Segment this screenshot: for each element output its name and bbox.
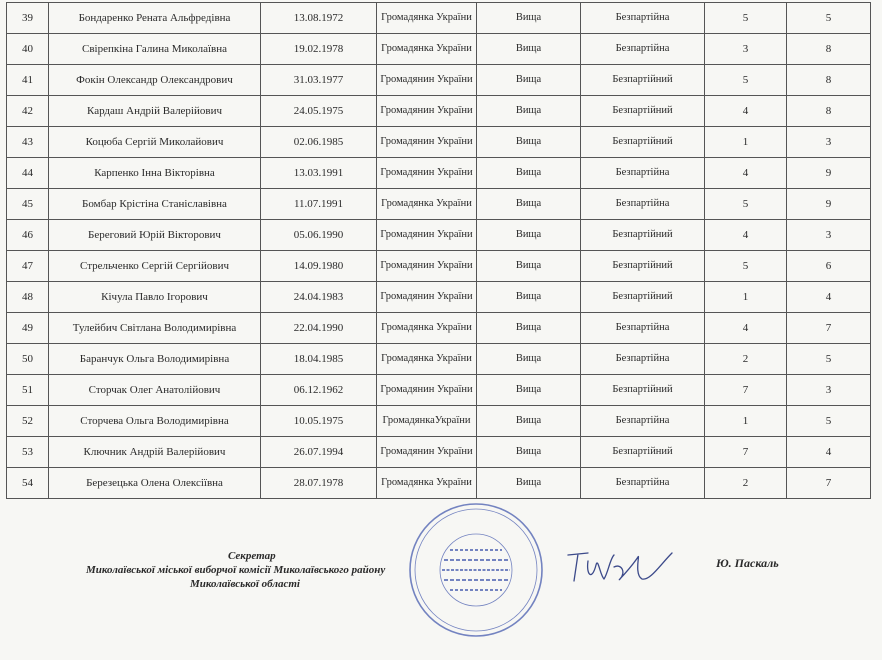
citizenship-cell: Громадянин України xyxy=(377,158,477,189)
candidates-table-body xyxy=(7,3,871,499)
candidate-name-cell: Карпенко Інна Вікторівна xyxy=(49,158,261,189)
table-row xyxy=(7,406,871,437)
party-affiliation-cell: Безпартійний xyxy=(581,220,705,251)
birth-date-cell: 28.07.1978 xyxy=(261,468,377,499)
birth-date-cell: 24.05.1975 xyxy=(261,96,377,127)
number-col-1-cell: 7 xyxy=(705,375,787,406)
citizenship-cell: Громадянка України xyxy=(377,344,477,375)
number-col-2-cell: 9 xyxy=(787,189,871,220)
citizenship-cell: Громадянин України xyxy=(377,282,477,313)
row-number-cell: 48 xyxy=(7,282,49,313)
row-number-cell: 39 xyxy=(7,3,49,34)
candidate-name-cell: Сторчак Олег Анатолійович xyxy=(49,375,261,406)
birth-date-cell: 31.03.1977 xyxy=(261,65,377,96)
candidate-name-cell: Бондаренко Рената Альфредівна xyxy=(49,3,261,34)
candidates-table xyxy=(6,2,871,499)
number-col-2-cell: 5 xyxy=(787,406,871,437)
table-row xyxy=(7,158,871,189)
citizenship-cell: Громадянин України xyxy=(377,127,477,158)
education-cell: Вища xyxy=(477,3,581,34)
number-col-1-cell: 2 xyxy=(705,468,787,499)
row-number-cell: 42 xyxy=(7,96,49,127)
commission-name: Миколаївської міської виборчої комісії Миколаївського району xyxy=(86,564,386,576)
education-cell: Вища xyxy=(477,65,581,96)
number-col-2-cell: 7 xyxy=(787,468,871,499)
row-number-cell: 44 xyxy=(7,158,49,189)
citizenship-cell: Громадянка України xyxy=(377,3,477,34)
table-row xyxy=(7,375,871,406)
number-col-2-cell: 9 xyxy=(787,158,871,189)
row-number-cell: 49 xyxy=(7,313,49,344)
table-row xyxy=(7,313,871,344)
candidate-name-cell: Кардаш Андрій Валерійович xyxy=(49,96,261,127)
education-cell: Вища xyxy=(477,96,581,127)
education-cell: Вища xyxy=(477,437,581,468)
party-affiliation-cell: Безпартійна xyxy=(581,34,705,65)
party-affiliation-cell: Безпартійний xyxy=(581,375,705,406)
table-row xyxy=(7,34,871,65)
number-col-1-cell: 5 xyxy=(705,65,787,96)
table-row xyxy=(7,189,871,220)
education-cell: Вища xyxy=(477,375,581,406)
handwritten-signature xyxy=(564,545,679,590)
number-col-1-cell: 4 xyxy=(705,96,787,127)
party-affiliation-cell: Безпартійна xyxy=(581,158,705,189)
number-col-1-cell: 5 xyxy=(705,3,787,34)
table-row xyxy=(7,437,871,468)
row-number-cell: 40 xyxy=(7,34,49,65)
birth-date-cell: 02.06.1985 xyxy=(261,127,377,158)
citizenship-cell: Громадянин України xyxy=(377,220,477,251)
education-cell: Вища xyxy=(477,251,581,282)
table-row xyxy=(7,282,871,313)
candidate-name-cell: Кічула Павло Ігорович xyxy=(49,282,261,313)
number-col-2-cell: 5 xyxy=(787,344,871,375)
candidate-name-cell: Ключник Андрій Валерійович xyxy=(49,437,261,468)
candidate-name-cell: Коцюба Сергій Миколайович xyxy=(49,127,261,158)
birth-date-cell: 22.04.1990 xyxy=(261,313,377,344)
birth-date-cell: 13.03.1991 xyxy=(261,158,377,189)
citizenship-cell: Громадянка України xyxy=(377,468,477,499)
birth-date-cell: 26.07.1994 xyxy=(261,437,377,468)
number-col-2-cell: 4 xyxy=(787,282,871,313)
number-col-1-cell: 1 xyxy=(705,406,787,437)
education-cell: Вища xyxy=(477,220,581,251)
party-affiliation-cell: Безпартійна xyxy=(581,189,705,220)
candidate-name-cell: Бомбар Крістіна Станіславівна xyxy=(49,189,261,220)
education-cell: Вища xyxy=(477,34,581,65)
candidate-name-cell: Стрельченко Сергій Сергійович xyxy=(49,251,261,282)
candidate-name-cell: Свірепкіна Галина Миколаївна xyxy=(49,34,261,65)
candidate-name-cell: Береговий Юрій Вікторович xyxy=(49,220,261,251)
citizenship-cell: Громадянка України xyxy=(377,313,477,344)
region-name: Миколаївської області xyxy=(190,578,300,590)
row-number-cell: 51 xyxy=(7,375,49,406)
party-affiliation-cell: Безпартійний xyxy=(581,65,705,96)
row-number-cell: 53 xyxy=(7,437,49,468)
candidate-name-cell: Фокін Олександр Олександрович xyxy=(49,65,261,96)
birth-date-cell: 06.12.1962 xyxy=(261,375,377,406)
number-col-2-cell: 8 xyxy=(787,34,871,65)
table-row xyxy=(7,220,871,251)
number-col-1-cell: 7 xyxy=(705,437,787,468)
candidate-name-cell: Тулейбич Світлана Володимирівна xyxy=(49,313,261,344)
number-col-2-cell: 5 xyxy=(787,3,871,34)
birth-date-cell: 18.04.1985 xyxy=(261,344,377,375)
number-col-1-cell: 1 xyxy=(705,127,787,158)
education-cell: Вища xyxy=(477,406,581,437)
education-cell: Вища xyxy=(477,468,581,499)
education-cell: Вища xyxy=(477,344,581,375)
party-affiliation-cell: Безпартійна xyxy=(581,406,705,437)
party-affiliation-cell: Безпартійний xyxy=(581,127,705,158)
number-col-2-cell: 3 xyxy=(787,220,871,251)
citizenship-cell: Громадянин України xyxy=(377,437,477,468)
table-row xyxy=(7,3,871,34)
candidate-name-cell: Баранчук Ольга Володимирівна xyxy=(49,344,261,375)
number-col-1-cell: 4 xyxy=(705,313,787,344)
party-affiliation-cell: Безпартійна xyxy=(581,468,705,499)
birth-date-cell: 05.06.1990 xyxy=(261,220,377,251)
table-row xyxy=(7,65,871,96)
number-col-1-cell: 5 xyxy=(705,251,787,282)
row-number-cell: 52 xyxy=(7,406,49,437)
number-col-1-cell: 4 xyxy=(705,220,787,251)
table-row xyxy=(7,127,871,158)
number-col-2-cell: 4 xyxy=(787,437,871,468)
party-affiliation-cell: Безпартійна xyxy=(581,344,705,375)
education-cell: Вища xyxy=(477,282,581,313)
citizenship-cell: Громадянин України xyxy=(377,65,477,96)
row-number-cell: 47 xyxy=(7,251,49,282)
birth-date-cell: 19.02.1978 xyxy=(261,34,377,65)
row-number-cell: 46 xyxy=(7,220,49,251)
table-row xyxy=(7,96,871,127)
candidate-name-cell: Сторчева Ольга Володимирівна xyxy=(49,406,261,437)
table-row xyxy=(7,468,871,499)
birth-date-cell: 10.05.1975 xyxy=(261,406,377,437)
birth-date-cell: 13.08.1972 xyxy=(261,3,377,34)
citizenship-cell: Громадянка України xyxy=(377,189,477,220)
number-col-2-cell: 8 xyxy=(787,96,871,127)
number-col-1-cell: 2 xyxy=(705,344,787,375)
birth-date-cell: 11.07.1991 xyxy=(261,189,377,220)
party-affiliation-cell: Безпартійна xyxy=(581,3,705,34)
number-col-1-cell: 5 xyxy=(705,189,787,220)
citizenship-cell: Громадянин України xyxy=(377,251,477,282)
row-number-cell: 41 xyxy=(7,65,49,96)
official-stamp xyxy=(406,500,546,640)
party-affiliation-cell: Безпартійний xyxy=(581,282,705,313)
citizenship-cell: Громадянка України xyxy=(377,34,477,65)
party-affiliation-cell: Безпартійний xyxy=(581,251,705,282)
candidate-name-cell: Березецька Олена Олексіївна xyxy=(49,468,261,499)
number-col-2-cell: 6 xyxy=(787,251,871,282)
number-col-1-cell: 3 xyxy=(705,34,787,65)
number-col-1-cell: 1 xyxy=(705,282,787,313)
party-affiliation-cell: Безпартійний xyxy=(581,96,705,127)
education-cell: Вища xyxy=(477,189,581,220)
number-col-2-cell: 8 xyxy=(787,65,871,96)
citizenship-cell: Громадянин України xyxy=(377,375,477,406)
secretary-title: Секретар xyxy=(228,550,276,562)
education-cell: Вища xyxy=(477,127,581,158)
citizenship-cell: Громадянин України xyxy=(377,96,477,127)
row-number-cell: 50 xyxy=(7,344,49,375)
citizenship-cell: ГромадянкаУкраїни xyxy=(377,406,477,437)
education-cell: Вища xyxy=(477,313,581,344)
party-affiliation-cell: Безпартійна xyxy=(581,313,705,344)
signatory-name: Ю. Паскаль xyxy=(716,556,779,570)
number-col-2-cell: 3 xyxy=(787,375,871,406)
row-number-cell: 54 xyxy=(7,468,49,499)
number-col-2-cell: 7 xyxy=(787,313,871,344)
birth-date-cell: 24.04.1983 xyxy=(261,282,377,313)
birth-date-cell: 14.09.1980 xyxy=(261,251,377,282)
table-row xyxy=(7,251,871,282)
party-affiliation-cell: Безпартійний xyxy=(581,437,705,468)
row-number-cell: 43 xyxy=(7,127,49,158)
table-row xyxy=(7,344,871,375)
number-col-1-cell: 4 xyxy=(705,158,787,189)
number-col-2-cell: 3 xyxy=(787,127,871,158)
row-number-cell: 45 xyxy=(7,189,49,220)
stamp-inner-lines xyxy=(442,550,510,590)
education-cell: Вища xyxy=(477,158,581,189)
